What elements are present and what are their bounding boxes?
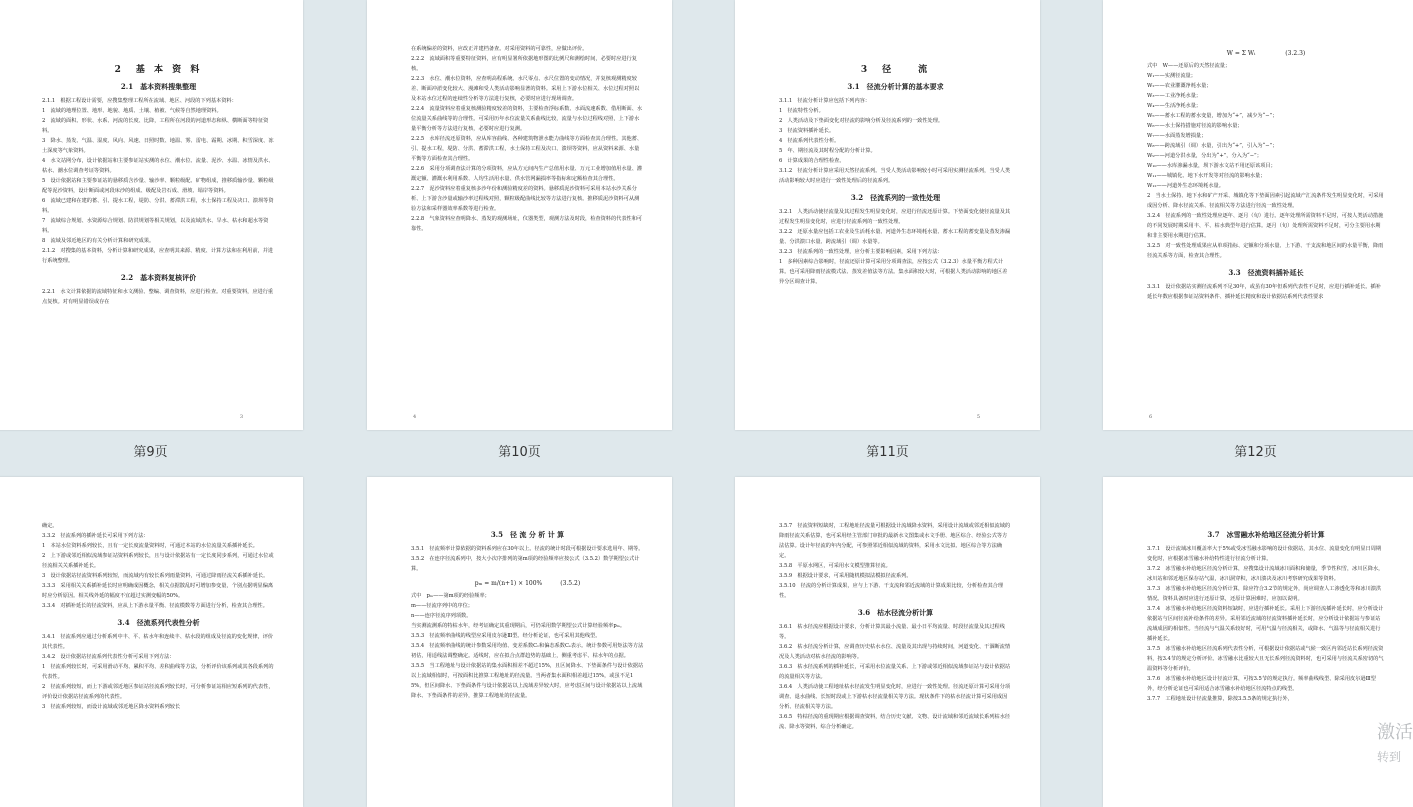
paragraph: 2 流域的面积、形状、水系、河流的长度、比降，工程所在河段的河道形态和纵、横断面等特征资料。 bbox=[42, 118, 269, 134]
paragraph: W₁₂——河道外生态环境耗水量。 bbox=[1147, 183, 1224, 189]
page-10[interactable] bbox=[367, 0, 672, 430]
paragraph: 6 计算成果的合理性检查。 bbox=[779, 158, 845, 164]
section-body bbox=[779, 521, 1012, 601]
paragraph: 2.1.2 对搜集的基本资料，分析计算和研究成果，应查明其来源、精度、计算方法和在利用前，并进行系统整理。 bbox=[42, 248, 274, 264]
paragraph: 2.2.8 气象资料应查明降水、蒸发的观测场址，仪器类型，观测方法及时段，检查资料的代表性和可靠性。 bbox=[411, 216, 643, 232]
paragraph: 2.2.5 水库径流还原资料，应从库容曲线、各种建筑物泄水能力曲线等方面检查其合理性。其他蓄、引、提水工程，堤防、分洪、蓄滞洪工程，水土保持工程及决口、溃坝等资料，应从资料来源、水量平衡等方面检查其合理性。 bbox=[411, 136, 643, 162]
page-12[interactable] bbox=[1103, 0, 1413, 430]
paragraph: 3.3.3 采用相关关系插补延长时应明确成因概念，相关点据散乱时可增加参变量，个别点据明显偏离时应分析原因。相关线外延的幅度不宜超过实测变幅的50%。 bbox=[42, 583, 274, 599]
page-9[interactable] bbox=[0, 0, 303, 430]
paragraph: 3.3.2 径流系列的插补延长可采用下列方法： bbox=[42, 533, 149, 539]
paragraph: 1 径流特性分析。 bbox=[779, 108, 824, 114]
paragraph: 2 上下游或邻近相似流域参证站资料系列较长，且与设计依据站有一定长度同步系列，可通过水位或径流相关关系插补延长。 bbox=[42, 553, 274, 569]
paragraph: 1 流域的地理位置、地形、地貌、地质、土壤、植被、气候等自然地理资料。 bbox=[42, 108, 222, 114]
section-heading: 3.6 枯水径流分析计算 bbox=[857, 608, 934, 617]
section-heading: 2.1 基本资料搜集整理 bbox=[120, 82, 197, 91]
page-16[interactable] bbox=[1103, 477, 1413, 807]
page-13[interactable] bbox=[0, 477, 303, 807]
paragraph: 3 降水、蒸发、气温、湿度、风向、风速、日照时数、地温、雾、雷电、霜期、冰期、积雪深度、冻土深度等气象资料。 bbox=[42, 138, 274, 154]
paragraph: 4 径流系列代表性分析。 bbox=[779, 138, 840, 144]
paragraph: 3.7.3 冰雪融水补给地区径流分析计算，除应符合3.2节的规定外，尚应调查人工渗透化等和冰川溃洪情况。资料具备时应进行还原计算，还原计算困难时，应加以说明。 bbox=[1147, 586, 1382, 602]
paragraph: 2.2.6 采用分项调查法计算的分项资料，应从方元间内生产总值用水量、万元工业增加值用水量、灌溉定额、灌溉水利用系数、人均生活用水量、供水管网漏损率等指标和定额检查其合理性。 bbox=[411, 166, 643, 182]
paragraph: 3.2.3 径流系列的一致性处理，应分析主要影响因素，采用下列方法： bbox=[779, 249, 943, 255]
paragraph: 4 水文站网分布，设计依据站和主要参证站实测的水位、潮水位、流量、泥沙、水温、冰情及洪水、枯水、潮水位调查考证等资料。 bbox=[42, 158, 274, 174]
page-caption[interactable]: 第9页 bbox=[133, 445, 168, 460]
paragraph: 2.1.1 根据工程设计需要，应搜集整理工程所在流域、地区、河段的下列基本资料： bbox=[42, 98, 237, 104]
paragraph: W₈——跨流域引（调）水量，引出为“+”，引入为“−”； bbox=[1147, 143, 1278, 149]
paragraph: 3.5.9 根据设计要求，可采用随机模拟法模拟径流系列。 bbox=[779, 573, 912, 579]
paragraph: 3.6.2 枯水径流分析计算，应调查历史枯水水位、流量及其出现与持续时间，河道变化、干涸断流情况及人类活动对枯水径流的影响等。 bbox=[779, 644, 1011, 660]
section-body bbox=[1147, 61, 1385, 261]
formula: W = Σ Wᵢ (3.2.3) bbox=[1226, 50, 1306, 57]
paragraph: 2.2.1 水文计算依据的流域特征和水文测验、整编、调查资料，应进行检查。对重要资料，应进行重点复核。对有明显错误或存在 bbox=[42, 289, 274, 305]
section-heading: 3.5 径 流 分 析 计 算 bbox=[490, 530, 565, 539]
paragraph: 式中 pₘ——第m项的经验频率； bbox=[411, 593, 490, 599]
paragraph: 当实测流测系的特枯水年，经考证确定其重现期后，可仍采用数学期望公式计算经验频率pₘ。 bbox=[411, 623, 626, 629]
paragraph: W₁——实测径流量； bbox=[1147, 73, 1196, 79]
paragraph: 2.2.2 流域面积等重要特征资料，应有明显署所依据地形图的比例尺和测绘时间，必要时应进行复核。 bbox=[411, 56, 637, 72]
paragraph: 3.7.6 冰雪融水补给地区设计径流计算，可按3.5节的规定执行。频率曲线线型、除采用皮尔逊Ⅲ型外，经分析论证也可采用适合冰雪融水补给地区径流特点的线型。 bbox=[1147, 676, 1376, 692]
paragraph: 3.1.1 径流分析计算应包括下列内容： bbox=[779, 98, 871, 104]
section-heading: 3.1 径流分析计算的基本要求 bbox=[847, 82, 944, 91]
page-number: 5 bbox=[976, 414, 980, 420]
paragraph: 3.2.1 人类活动使径流量及其过程发生明显变化时，应进行径流还原计算。下垫面变化使径流量及其过程发生明显变化时，应进行径流系列的一致性处理。 bbox=[779, 209, 1011, 225]
paragraph: 3.2.2 还原水量应包括工农业及生活耗水量、河道外生态环境耗水量、蓄水工程的蓄变量及蒸发渗漏量、分洪溃口水量、跨流域引（调）水量等。 bbox=[779, 229, 1011, 245]
watermark-line: 激活 bbox=[1377, 722, 1413, 743]
paragraph: 3.7.7 工程地址设计径流量推算，除按3.5.5条的规定执行外， bbox=[1147, 696, 1293, 702]
paragraph: 3.5.1 径流频率计算依据的资料系列应在30年以上。径流的统计时段可根据设计要求选用年、期等。 bbox=[411, 546, 644, 552]
paragraph: 6 流域已建和在建的蓄、引、提水工程，堤防、分洪、蓄滞洪工程，水土保持工程及决口、溃坝等资料。 bbox=[42, 198, 274, 214]
formula: pₘ = m/(n+1) × 100% (3.5.2) bbox=[474, 580, 581, 587]
page-16-content bbox=[1147, 523, 1385, 807]
paragraph: W₁₁——城镇化、地下水开发等对径流的影响水量； bbox=[1147, 173, 1266, 179]
section-body bbox=[779, 207, 1012, 287]
paragraph: 确定。 bbox=[42, 523, 58, 529]
paragraph: 2 径流系列较短，而上下游或邻近地区参证站径流系列较长时，可分析参证站相应短系列的代表性，评价设计依据站径流系列的代表性。 bbox=[42, 684, 274, 700]
paragraph: 3.4.1 径流系列应通过分析系列中丰、平、枯水年和连续丰、枯水段的组成及径流的变化规律，评价其代表性。 bbox=[42, 634, 274, 650]
section-body bbox=[779, 622, 1012, 732]
page-10-content bbox=[411, 44, 644, 430]
paragraph: 2.2.7 泥沙资料应着重复核多沙年份和测验精度差的资料。悬移质泥沙资料可采用本站水沙关系分析、上下游含沙量或输沙率过程线对照，颗粒级配曲线比较等方法进行复核。推移质泥沙资料可从测验方法和采样器效率系数等进行检查。 bbox=[411, 186, 640, 212]
paragraph: 5 设计依据站和主要参证站的悬移质含沙量、输沙率、颗粒级配、矿物组成，推移质输沙量、颗粒级配等泥沙资料，设计断面或河段床沙的组成、级配及岩石成、滑坡、塌岸等资料。 bbox=[42, 178, 274, 194]
section-body bbox=[411, 44, 644, 234]
paragraph: 3.5.5 当工程地址与设计依据站的集水面积相差不超过15%，且区间降水、下垫面条件与设计依据站以上流域相似时，可按面积比推算工程地址的径流量。当两者集水面积相差超过15%，或虽不足15%，但区间降水、下垫面条件与设计依据站以上流域差异较大时，应考虑区间与设计依据站以上流域降水、下垫面条件的差异，推算工程地址的径流量。 bbox=[411, 663, 644, 699]
paragraph: 3.2.5 对一致性处理成果应从单项指标、定额和分项水量、上下游、干支流和地区间的水量平衡，降雨径流关系等方面，检查其合理性。 bbox=[1147, 243, 1384, 259]
paragraph: 3.5.4 径流频率曲线的统计参数采用均值、变差系数Cᵥ和偏态系数Cₛ表示。统计参数可用矩法等方法初估，用适线法调整确定。适线时，应在拟合点群趋势的基础上，侧重考虑平、枯水年的点据。 bbox=[411, 643, 644, 659]
section-heading: 3.2 径流系列的一致性处理 bbox=[850, 193, 941, 202]
page-number: 6 bbox=[1149, 414, 1153, 420]
page-11-content bbox=[779, 0, 1012, 430]
paragraph: 3.5.7 径流资料短缺时，工程地址径流量可根据设计流域降水资料，采用设计流域或邻近相似流域的降雨径流关系估算，也可采用经主管部门审批的最新水文图集或水文手册、地区综合、经验公式等方法估算。设计年径流的年内分配，可参照邻近相似流域的资料，采用水文比拟、地区综合等方法确定。 bbox=[779, 523, 1011, 559]
paragraph: 3 设计依据站径流资料系列较短，而流域内有较长系列雨量资料，可通过降雨径流关系插补延长。 bbox=[42, 573, 269, 579]
page-11[interactable] bbox=[735, 0, 1040, 430]
paragraph: W₆——水土保持措施对径流的影响水量； bbox=[1147, 123, 1243, 129]
page-14-content bbox=[411, 523, 644, 807]
paragraph: 1 多种因素综合影响时，径流还原计算可采用分项调查法，应按公式（3.2.3）水量平衡方程式计算。也可采用降雨径流模式法、蒸发差值法等方法。集水面积较大时，可根据人类活动影响的地区差异分区调查计算。 bbox=[779, 259, 1008, 285]
paragraph: W₂——农业灌溉净耗水量； bbox=[1147, 83, 1212, 89]
page-caption[interactable]: 第12页 bbox=[1234, 445, 1277, 460]
paragraph: 3.7.4 冰雪融水补给地区径流资料短缺时，应进行插补延长。采用上下游径流插补延长时，应分析设计依据站与区间径流补给条件的差异。采用邻近流域的径流资料插补延长时，应分析设计依据站与参证站流域成因的相似性。当径流与气温关系较好时，可用气温与径流相关，或降水、气温等与径流相关进行插补延长。 bbox=[1147, 606, 1384, 642]
paragraph: 3.3.1 设计依据站实测径流系列不足30年，或虽有30年但系列代表性不足时，应进行插补延长。插补延长年数应根据参证站资料条件、插补延长精度和设计依据站系列代表性要求 bbox=[1147, 284, 1381, 300]
chapter-title: 3 径 流 bbox=[860, 65, 931, 75]
page-14[interactable] bbox=[367, 477, 672, 807]
paragraph: 3.7.5 冰雪融水补给地区径流系列代表性分析，可根据设计依据站或气候一致区内邻近站长系列径流资料，按3.4节的规定分析评价。冰雪融水比重较大且无长系列径流资料时，也可采用与径流关系密切的气温资料等分析评价。 bbox=[1147, 646, 1384, 672]
section-body bbox=[411, 591, 644, 701]
page-9-content bbox=[42, 0, 275, 430]
paragraph: 3.6.4 人类活动使工程地址枯水径流发生明显变化时，应进行一致性处理。径流还原计算可采用分项调查、退水曲线、长短时段或上下游枯水径流量相关等方法。现状条件下的枯水径流计算可采用成因分析、径流相关等方法。 bbox=[779, 684, 1011, 710]
section-body bbox=[779, 96, 1012, 186]
page-12-content bbox=[1147, 44, 1385, 430]
paragraph: m——径流序列中的序位； bbox=[411, 603, 473, 609]
paragraph: 7 流域综合规划、水资源综合规划、防洪规划等相关规划，以及流域洪水、旱水、枯水和超水等资料。 bbox=[42, 218, 269, 234]
paragraph: 5 年、期径流及其时程分配的分析计算。 bbox=[779, 148, 876, 154]
page-15[interactable] bbox=[735, 477, 1040, 807]
paragraph: W₃——工业净耗水量； bbox=[1147, 93, 1202, 99]
section-body bbox=[42, 632, 275, 712]
paragraph: 2 当水土保持、地下水和矿产开采、城镇化等下垫面因素引起流域产汇流条件发生明显变化时，可采用成因分析、降水径流关系、径流相关等方法进行径流一致性处理。 bbox=[1147, 193, 1384, 209]
paragraph: W₅——蓄水工程的蓄水变量，增加为“+”，减少为“−”； bbox=[1147, 113, 1278, 119]
page-number: 4 bbox=[413, 414, 417, 420]
paragraph: 3.6.3 枯水径流系列的插补延长，可采用水位流量关系、上下游或邻近相似流域参证站与设计依据站的流量相关等方法。 bbox=[779, 664, 1011, 680]
paragraph: W₉——河道分洪水量，分出为“+”，分入为“−”； bbox=[1147, 153, 1262, 159]
paragraph: 3 径流资料插补延长。 bbox=[779, 128, 835, 134]
paragraph: 1 本站水位资料系列较长，且有一定长度流量资料时，可通过本站的水位流量关系插补延长。 bbox=[42, 543, 258, 549]
watermark-line: 转到 bbox=[1377, 750, 1402, 764]
paragraph: 3.5.2 在连序径流系列中，按大小次序排列的第m项的经验频率应按公式（3.5.2）数学期望公式计算。 bbox=[411, 556, 640, 572]
paragraph: 3.6.1 枯水径流应根据设计要求，分析计算其最小流量、最小日平均流量、时段径流量及其过程线等。 bbox=[779, 624, 1005, 640]
paragraph: 在系统偏差的资料，应改正并建档备查。对采用资料的可靠性，应做出评价。 bbox=[411, 46, 588, 52]
paragraph: 2 人类活动及下垫面变化对径流的影响分析及径流系列的一致性处理。 bbox=[779, 118, 944, 124]
page-caption[interactable]: 第10页 bbox=[498, 445, 541, 460]
paragraph: 式中 W——还原后的天然径流量； bbox=[1147, 63, 1231, 69]
page-number: 3 bbox=[239, 414, 243, 420]
paragraph: 3.5.8 平原水网区，可采用水文模型推算径流。 bbox=[779, 563, 891, 569]
section-body bbox=[42, 287, 275, 307]
paragraph: n——连序径流序列项数。 bbox=[411, 613, 472, 619]
paragraph: 1 径流系列较长时，可采用滑动平均、累积平均、差积曲线等方法，分析评价该系列或其各段系列的代表性。 bbox=[42, 664, 274, 680]
paragraph: 3.5.3 径流频率曲线的线型应采用皮尔逊Ⅲ型。经分析论证，也可采用其他线型。 bbox=[411, 633, 601, 639]
section-heading: 3.7 冰雪融水补给地区径流分析计算 bbox=[1207, 530, 1325, 539]
section-body bbox=[42, 96, 275, 266]
page-caption[interactable]: 第11页 bbox=[866, 445, 909, 460]
paragraph: 8 流域及邻近地区的有关分析计算和研究成果。 bbox=[42, 238, 155, 244]
paragraph: W₇——水面蒸发增损量； bbox=[1147, 133, 1207, 139]
section-heading: 3.3 径流资料插补延长 bbox=[1228, 268, 1304, 277]
section-heading: 2.2 基本资料复核评价 bbox=[120, 273, 197, 282]
paragraph: 3.1.2 径流分析计算应采用天然径流系列。当受人类活动影响较小时可采用实测径流系列，当受人类活动影响较大时应进行一致性处理后的径流系列。 bbox=[779, 168, 1011, 184]
paragraph: 3.2.4 径流系列的一致性处理应逐年、逐月（旬）进行。逐年处理所需资料不足时，可按人类活动措施的不同发展时期采用丰、平、枯水典型年进行估算。逐月（旬）处理所需资料不足时，可分主要用水期和非主要用水期进行估算。 bbox=[1147, 213, 1384, 239]
paragraph: 3.7.1 设计流域冰川覆盖率大于5%或受冰雪融水影响的设计依据站，其水位、流量变化有明显日周期变化时，应根据冰雪融水补给特性进行径流分析计算。 bbox=[1147, 546, 1382, 562]
paragraph: 3.7.2 冰雪融水补给地区径流分析计算，应搜集设计流域冰川面积和储量，季节性积雪，冰川区降水，冰川站和邻近地区保存站气温，冰川洞穿积，冰川溃决及冰川考察研究成果等资料。 bbox=[1147, 566, 1384, 582]
paragraph: 3.5.10 径流的分析计算成果，应与上下游、干支流和邻近流域的计算成果比较，分析检查其合理性。 bbox=[779, 583, 1004, 599]
chapter-title: 2 基 本 资 料 bbox=[114, 65, 203, 75]
activation-watermark bbox=[1377, 718, 1413, 765]
section-heading: 3.4 径流系列代表性分析 bbox=[117, 618, 200, 627]
paragraph: 3.3.4 对插补延长的径流资料，应从上下游水量平衡、径流模数等方面进行分析，检查其合理性。 bbox=[42, 603, 268, 609]
paragraph: W₁₀——水库渗漏水量，坝下游水文站不用还原该项目； bbox=[1147, 163, 1276, 169]
section-body bbox=[411, 544, 644, 574]
page-13-content bbox=[42, 521, 275, 807]
section-body bbox=[1147, 544, 1385, 704]
paragraph: 3 径流系列较短，而设计流域或邻近地区降水资料系列较长 bbox=[42, 704, 181, 710]
paragraph: 2.2.3 水位、潮水位资料，应查明高程系统、水尺零点、水尺位置的变动情况，并复核观测精度较差、断面冲淤变化较大、漫滩和受人类活动影响显著的资料。采用上下游水位相关、水位过程对照以及本站水位过程的连续性分析等方法进行复核，必要时应进行现场调查。 bbox=[411, 76, 640, 102]
section-body bbox=[1147, 282, 1385, 302]
page-15-content bbox=[779, 521, 1012, 807]
paragraph: 3.4.2 设计依据站径流系列代表性分析可采用下列方法： bbox=[42, 654, 175, 660]
section-body bbox=[42, 521, 275, 611]
paragraph: 2.2.4 流量资料应着重复核测验精度较差的资料，主要检查浮标系数、水面流速系数、借用断面、水位流量关系曲线等的合理性。可采用历年水位流量关系曲线比较，流量与水位过程线对照，上下游水量平衡分析等方法进行复核，必要时应进行复测。 bbox=[411, 106, 643, 132]
paragraph: 3.6.5 特枯径流的重现期应根据调查资料，结合历史文献、文物、设计流域和邻近流域长系列枯水径流、降水等资料，综合分析确定。 bbox=[779, 714, 1011, 730]
paragraph: W₄——生活净耗水量； bbox=[1147, 103, 1202, 109]
